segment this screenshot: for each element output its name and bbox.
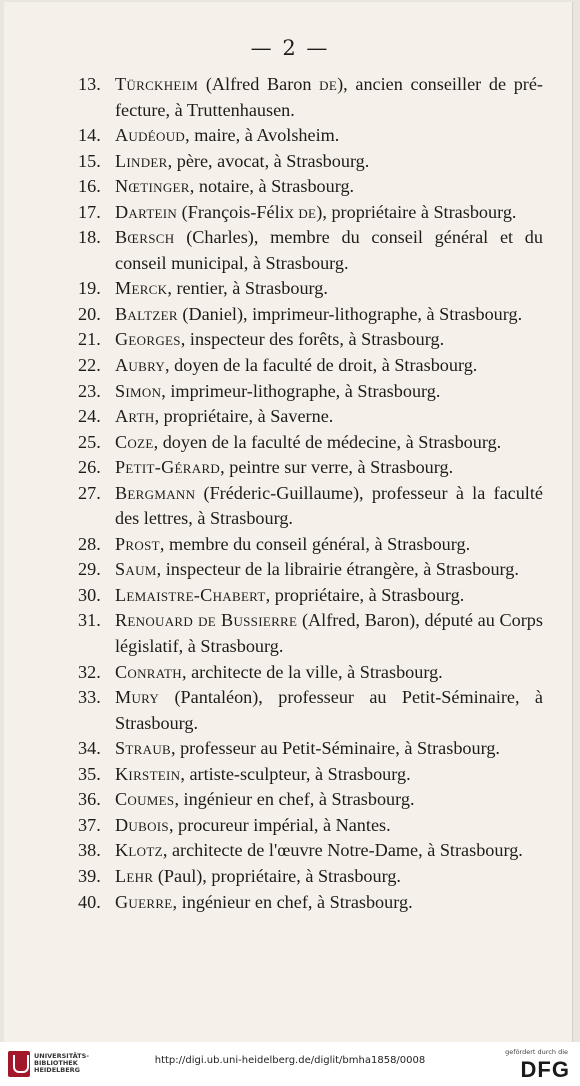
entry-surname: Lehr <box>115 865 154 886</box>
entry-first-line <box>115 532 543 558</box>
entry-number: 14. <box>78 125 101 146</box>
entry-text: , artiste-sculpteur, à Strasbourg. <box>180 763 411 784</box>
entry-first-line <box>115 864 543 890</box>
list-entry <box>78 72 543 123</box>
entry-surname: Merck <box>115 278 168 299</box>
entry-first-line <box>115 276 543 302</box>
entry-surname: Nœtinger <box>115 176 190 197</box>
entry-text: , imprimeur-lithographe, à Strasbourg. <box>161 380 441 401</box>
entry-surname: Renouard de Bussierre <box>115 610 298 631</box>
entry-first-line <box>115 404 543 430</box>
entry-text: (François-Félix <box>177 201 299 222</box>
entry-text: (Paul), propriétaire, à Strasbourg. <box>153 865 401 886</box>
entry-first-line <box>115 736 543 762</box>
entry-text: , membre du conseil général, à Strasbourg. <box>159 533 471 554</box>
entry-number: 28. <box>78 533 101 554</box>
list-entry <box>78 455 543 481</box>
entry-first-line <box>115 838 543 864</box>
entry-number: 32. <box>78 661 101 682</box>
member-list <box>78 72 543 915</box>
entry-number: 39. <box>78 865 101 886</box>
entry-surname: Dartein <box>115 201 178 222</box>
entry-text: , inspecteur de la librairie étrangère, à Strasbourg. <box>156 559 519 580</box>
entry-number: 22. <box>78 355 101 376</box>
entry-number: 17. <box>78 201 101 222</box>
entry-number: 23. <box>78 380 101 401</box>
entry-text: , doyen de la faculté de droit, à Strasbourg. <box>165 355 478 376</box>
entry-number: 30. <box>78 584 101 605</box>
list-entry <box>78 660 543 686</box>
list-entry <box>78 302 543 328</box>
entry-surname: Petit-Gérard <box>115 457 221 478</box>
list-entry <box>78 149 543 175</box>
entry-surname: Klotz <box>115 840 163 861</box>
entry-first-line <box>115 762 543 788</box>
entry-surname: Straub <box>115 738 171 759</box>
list-entry <box>78 685 543 736</box>
list-entry <box>78 762 543 788</box>
entry-first-line <box>115 327 543 353</box>
list-entry <box>78 404 543 430</box>
entry-surname: Arth <box>115 406 155 427</box>
list-entry <box>78 353 543 379</box>
entry-first-line <box>115 225 543 251</box>
entry-first-line <box>115 379 543 405</box>
entry-text: , notaire, à Strasbourg. <box>189 176 355 197</box>
list-entry <box>78 276 543 302</box>
entry-text: , doyen de la faculté de médecine, à Strasbourg. <box>153 431 502 452</box>
entry-first-line <box>115 890 543 916</box>
page-number: — 2 — <box>250 36 330 60</box>
entry-text: , architecte de la ville, à Strasbourg. <box>181 661 443 682</box>
entry-text: ), ancien conseiller de pré- <box>337 74 543 94</box>
entry-surname: Coumes <box>115 789 175 810</box>
entry-text: (Daniel), imprimeur-lithographe, à Strasbourg. <box>177 303 523 324</box>
list-entry <box>78 608 543 659</box>
entry-text: (Alfred, Baron), député au Corps <box>297 610 543 631</box>
entry-surname: Bœrsch <box>115 227 175 248</box>
entry-number: 33. <box>78 687 101 708</box>
entry-first-line <box>115 123 543 149</box>
entry-text: , peintre sur verre, à Strasbourg. <box>220 457 454 478</box>
entry-text: de <box>298 201 317 222</box>
entry-surname: Baltzer <box>115 303 178 324</box>
entry-number: 24. <box>78 406 101 427</box>
entry-continuation-line: législatif, à Strasbourg. <box>115 636 284 657</box>
list-entry <box>78 583 543 609</box>
entry-first-line <box>115 174 543 200</box>
library-name: UNIVERSITÄTS- BIBLIOTHEK HEIDELBERG <box>34 1052 89 1074</box>
entry-surname: Audéoud <box>115 125 186 146</box>
entry-first-line <box>115 200 543 226</box>
entry-surname: Türckheim <box>115 74 199 94</box>
entry-first-line <box>115 557 543 583</box>
entry-surname: Aubry <box>115 355 166 376</box>
entry-number: 34. <box>78 738 101 759</box>
list-entry <box>78 430 543 456</box>
entry-text: ), propriétaire à Strasbourg. <box>316 201 517 222</box>
entry-text: , ingénieur en chef, à Strasbourg. <box>172 891 413 912</box>
entry-first-line <box>115 660 543 686</box>
entry-surname: Saum <box>115 559 157 580</box>
entry-text: , procureur impérial, à Nantes. <box>168 814 391 835</box>
entry-surname: Kirstein <box>115 763 181 784</box>
entry-continuation-line: des lettres, à Strasbourg. <box>115 508 293 529</box>
entry-surname: Conrath <box>115 661 182 682</box>
entry-first-line <box>115 353 543 379</box>
entry-first-line <box>115 302 543 328</box>
entry-first-line <box>115 813 543 839</box>
list-entry <box>78 379 543 405</box>
list-entry <box>78 200 543 226</box>
entry-text: , propriétaire, à Strasbourg. <box>265 584 465 605</box>
entry-first-line <box>115 583 543 609</box>
entry-continuation-line: Strasbourg. <box>115 712 199 733</box>
entry-text: (Alfred Baron <box>198 74 320 94</box>
entry-number: 35. <box>78 763 101 784</box>
entry-text: (Fréderic-Guillaume), professeur à la faculté <box>195 482 543 503</box>
entry-number: 16. <box>78 176 101 197</box>
source-url-link[interactable]: http://digi.ub.uni-heidelberg.de/diglit/bmha1858/0008 <box>154 1055 426 1066</box>
list-entry <box>78 123 543 149</box>
entry-text: , rentier, à Strasbourg. <box>167 278 328 299</box>
entry-text: (Pantaléon), professeur au Petit-Séminaire, à <box>159 687 543 708</box>
entry-first-line <box>115 608 543 634</box>
entry-text: , architecte de l'œuvre Notre-Dame, à Strasbourg. <box>162 840 523 861</box>
funded-by-label: gefördert durch die <box>505 1048 568 1056</box>
entry-first-line <box>115 430 543 456</box>
entry-number: 19. <box>78 278 101 299</box>
entry-number: 36. <box>78 789 101 810</box>
entry-number: 27. <box>78 482 101 503</box>
entry-first-line <box>115 481 543 507</box>
list-entry <box>78 813 543 839</box>
entry-surname: Coze <box>115 431 154 452</box>
entry-surname: Mury <box>115 687 160 708</box>
entry-first-line <box>115 149 543 175</box>
entry-number: 26. <box>78 457 101 478</box>
entry-number: 21. <box>78 329 101 350</box>
entry-text: , propriétaire, à Saverne. <box>154 406 334 427</box>
entry-continuation-line: fecture, à Truttenhausen. <box>115 99 295 120</box>
list-entry <box>78 481 543 532</box>
entry-surname: Linder <box>115 150 168 171</box>
entry-text: , père, avocat, à Strasbourg. <box>167 150 370 171</box>
list-entry <box>78 787 543 813</box>
entry-surname: Prost <box>115 533 160 554</box>
viewer-footer <box>0 1042 580 1086</box>
entry-surname: Simon <box>115 380 162 401</box>
entry-surname: Georges <box>115 329 181 350</box>
entry-first-line <box>115 72 543 98</box>
entry-number: 20. <box>78 303 101 324</box>
list-entry <box>78 225 543 276</box>
entry-number: 29. <box>78 559 101 580</box>
entry-number: 13. <box>78 74 101 94</box>
dfg-logo[interactable]: DFG <box>520 1057 570 1082</box>
list-entry <box>78 864 543 890</box>
entry-surname: Dubois <box>115 814 169 835</box>
entry-text: , maire, à Avolsheim. <box>185 125 340 146</box>
entry-number: 18. <box>78 227 101 248</box>
entry-first-line <box>115 787 543 813</box>
entry-surname: Bergmann <box>115 482 196 503</box>
list-entry <box>78 327 543 353</box>
list-entry <box>78 838 543 864</box>
list-entry <box>78 890 543 916</box>
entry-number: 15. <box>78 150 101 171</box>
entry-number: 31. <box>78 610 101 631</box>
entry-text: , ingénieur en chef, à Strasbourg. <box>174 789 415 810</box>
entry-surname: Lemaistre-Chabert <box>115 584 266 605</box>
list-entry <box>78 532 543 558</box>
entry-text: de <box>319 74 338 94</box>
entry-number: 25. <box>78 431 101 452</box>
entry-text: , professeur au Petit-Séminaire, à Strasbourg. <box>170 738 500 759</box>
entry-surname: Guerre <box>115 891 173 912</box>
entry-number: 37. <box>78 814 101 835</box>
entry-text: , inspecteur des forêts, à Strasbourg. <box>180 329 445 350</box>
entry-number: 38. <box>78 840 101 861</box>
entry-first-line <box>115 685 543 711</box>
entry-number: 40. <box>78 891 101 912</box>
list-entry <box>78 557 543 583</box>
list-entry <box>78 174 543 200</box>
entry-continuation-line: conseil municipal, à Strasbourg. <box>115 252 349 273</box>
entry-text: (Charles), membre du conseil général et du <box>174 227 543 248</box>
entry-first-line <box>115 455 543 481</box>
list-entry <box>78 736 543 762</box>
